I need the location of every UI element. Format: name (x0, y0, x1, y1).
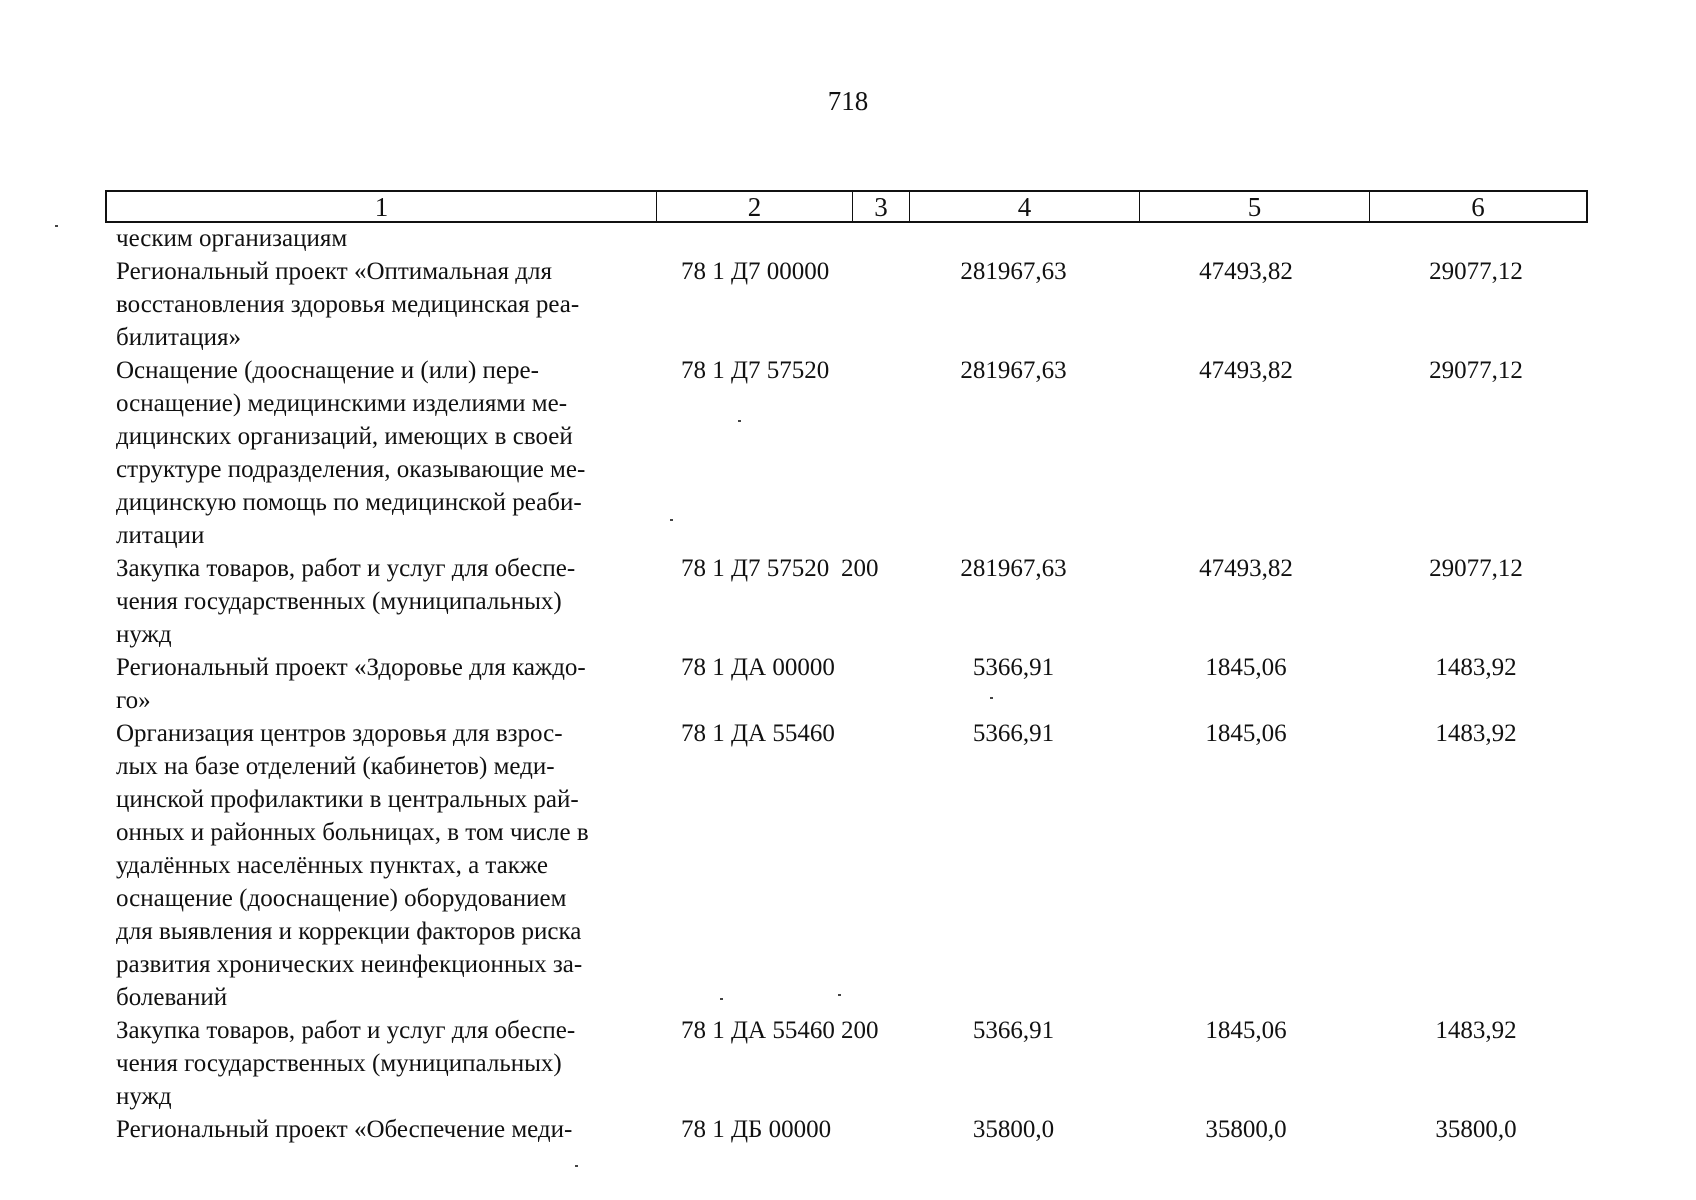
row-value-5: 1845,06 (1205, 654, 1287, 681)
row-name-line: удалённых населённых пунктах, а также (116, 852, 548, 879)
row-value-4: 281967,63 (960, 555, 1067, 582)
row-code: 78 1 Д7 00000 (681, 258, 830, 285)
row-name-line: нужд (116, 621, 172, 648)
table-row (116, 354, 1596, 552)
row-value-6: 1483,92 (1435, 654, 1517, 681)
column-header-3: 3 (853, 192, 910, 221)
row-value-6: 1483,92 (1435, 1017, 1517, 1044)
row-name-line: восстановления здоровья медицинская реа- (116, 291, 580, 318)
column-header-1: 1 (107, 192, 657, 221)
column-header-4: 4 (910, 192, 1140, 221)
scan-speck (838, 994, 841, 996)
row-code: 78 1 Д7 57520 (681, 555, 830, 582)
row-name (116, 222, 646, 255)
row-value-5: 47493,82 (1199, 357, 1293, 384)
table-body (116, 222, 1596, 1146)
row-type (841, 354, 896, 552)
row-value-6: 29077,12 (1429, 258, 1523, 285)
row-name-line: Организация центров здоровья для взрос- (116, 720, 563, 747)
column-header-6: 6 (1471, 192, 1485, 222)
row-value-4 (896, 222, 1131, 255)
row-code: 78 1 Д7 57520 (681, 357, 830, 384)
row-name-line: нужд (116, 1083, 172, 1110)
row-name-line: для выявления и коррекции факторов риска (116, 918, 582, 945)
row-name-line: Оснащение (дооснащение и (или) пере- (116, 357, 539, 384)
row-name-line: развития хронических неинфекционных за- (116, 951, 583, 978)
row-value-5: 47493,82 (1199, 555, 1293, 582)
row-name-line: чения государственных (муниципальных) (116, 588, 562, 615)
row-value-6: 29077,12 (1429, 555, 1523, 582)
row-name-line: онных и районных больницах, в том числе в (116, 819, 589, 846)
row-name-line: ческим организациям (116, 225, 348, 252)
table-row (116, 1014, 1596, 1113)
table-row (116, 552, 1596, 651)
scan-speck (55, 225, 58, 227)
row-value-6: 1483,92 (1435, 720, 1517, 747)
table-row (116, 255, 1596, 354)
row-name-line: Закупка товаров, работ и услуг для обеспе- (116, 555, 576, 582)
row-name-line: Региональный проект «Обеспечение меди- (116, 1116, 573, 1143)
table-row (116, 651, 1596, 717)
row-value-4: 5366,91 (972, 1017, 1055, 1044)
row-name (116, 717, 646, 1014)
row-value-6: 35800,0 (1435, 1116, 1517, 1143)
row-name-line: дицинскую помощь по медицинской реаби- (116, 489, 582, 516)
row-code: 78 1 ДА 55460 (681, 1017, 835, 1044)
row-name-line: лых на базе отделений (кабинетов) меди- (116, 753, 555, 780)
row-value-4: 281967,63 (960, 357, 1067, 384)
row-value-5: 1845,06 (1205, 1017, 1287, 1044)
scan-speck (990, 697, 993, 699)
row-value-5 (1131, 222, 1361, 255)
row-value-6 (1361, 222, 1591, 255)
row-name (116, 552, 646, 651)
row-value-5: 1845,06 (1205, 720, 1287, 747)
row-code (646, 222, 841, 255)
row-name (116, 354, 646, 552)
row-value-4: 281967,63 (960, 258, 1067, 285)
row-code: 78 1 ДА 00000 (681, 654, 835, 681)
row-name (116, 1014, 646, 1113)
table-row (116, 222, 1596, 255)
row-type (841, 255, 896, 354)
row-name-line: болеваний (116, 984, 228, 1011)
table-header (105, 190, 1588, 223)
column-header-2: 2 (657, 192, 853, 221)
table-row (116, 717, 1596, 1014)
row-name-line: литации (116, 522, 205, 549)
row-name-line: оснащение) медицинскими изделиями ме- (116, 390, 568, 417)
row-type: 200 (841, 555, 879, 582)
row-name-line: Закупка товаров, работ и услуг для обеспе- (116, 1017, 576, 1044)
row-value-5: 35800,0 (1205, 1116, 1287, 1143)
row-name (116, 255, 646, 354)
row-name (116, 651, 646, 717)
scan-speck (720, 998, 723, 1000)
row-name-line: структуре подразделения, оказывающие ме- (116, 456, 586, 483)
column-header-5: 5 (1140, 192, 1370, 221)
row-value-4: 5366,91 (972, 720, 1055, 747)
row-value-4: 35800,0 (972, 1116, 1055, 1143)
row-value-5: 47493,82 (1199, 258, 1293, 285)
scan-speck (670, 519, 673, 521)
row-name-line: чения государственных (муниципальных) (116, 1050, 562, 1077)
row-type (841, 651, 896, 717)
row-code: 78 1 ДА 55460 (681, 720, 835, 747)
scan-speck (575, 1165, 578, 1167)
row-name-line: цинской профилактики в центральных рай- (116, 786, 579, 813)
row-code: 78 1 ДБ 00000 (681, 1116, 832, 1143)
row-name-line: Региональный проект «Оптимальная для (116, 258, 552, 285)
row-name-line: билитация» (116, 324, 242, 351)
row-type (841, 717, 896, 1014)
row-name-line: Региональный проект «Здоровье для каждо- (116, 654, 586, 681)
row-name-line: оснащение (дооснащение) оборудованием (116, 885, 567, 912)
row-name (116, 1113, 646, 1146)
scan-speck (738, 420, 741, 422)
row-name-line: дицинских организаций, имеющих в своей (116, 423, 573, 450)
row-type (841, 222, 896, 255)
table-row (116, 1113, 1596, 1146)
row-value-4: 5366,91 (972, 654, 1055, 681)
page-number: 718 (827, 86, 869, 116)
row-type (841, 1113, 896, 1146)
row-value-6: 29077,12 (1429, 357, 1523, 384)
row-type: 200 (841, 1017, 879, 1044)
row-name-line: го» (116, 687, 151, 714)
